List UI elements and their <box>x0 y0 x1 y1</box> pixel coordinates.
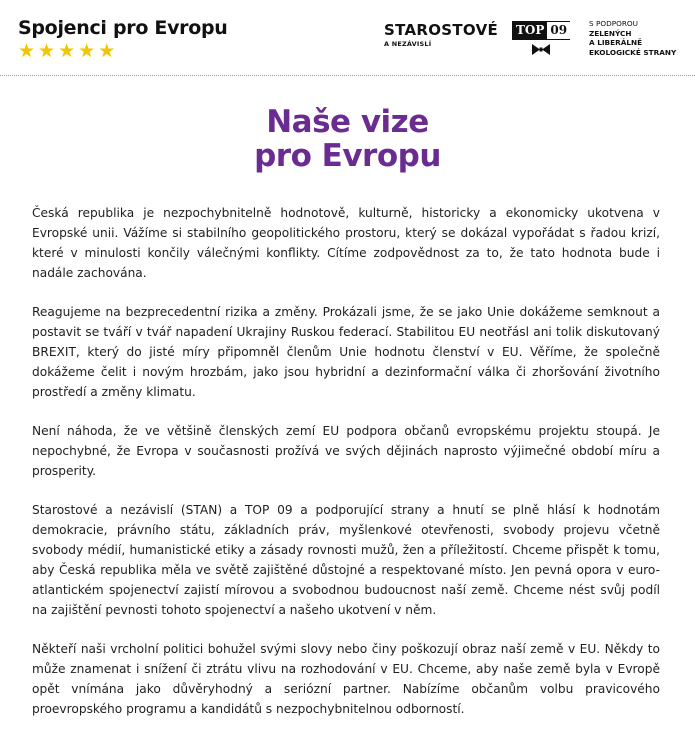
bowtie-icon <box>532 44 550 55</box>
body-text <box>32 203 660 738</box>
brand <box>18 16 228 61</box>
top09-logo-box <box>512 21 570 40</box>
top09-logo-number: 09 <box>547 22 570 39</box>
star-rating <box>18 41 228 61</box>
support-line: A LIBERÁLNĚ <box>589 38 643 47</box>
stan-logo <box>384 23 498 48</box>
page-title-line: Naše vize <box>266 104 429 140</box>
star-icon: ★ <box>38 40 56 62</box>
support-line: ZELENÝCH <box>589 28 632 38</box>
page-title <box>0 105 695 173</box>
support-line: EKOLOGICKÉ STRANY <box>589 47 677 57</box>
star-icon: ★ <box>18 40 36 62</box>
paragraph: Reagujeme na bezprecedentní rizika a změny. Prokázali jsme, že se jako Unie dokážeme semknout a postavit se tváří v tvář napadení Ukrajiny Ruskou federací. Stabilitou EU neotřásl ani tolik diskutovaný BREXIT, který do jisté míry připomněl členům Unie hodnotu členství v EU. Věříme, že společně dokážeme čelit i novým hrozbám, jako jsou hybridní a dezinformační válka či zhoršování životního prostředí a změny klimatu. <box>32 305 660 399</box>
stan-logo-name: STAROSTOVÉ <box>384 21 499 39</box>
paragraph: Někteří naši vrcholní politici bohužel svými slovy nebo činy poškozují obraz naší země v EU. Někdy to může znamenat i snížení či ztrátu vlivu na rozhodování v EU. Chceme, aby naše země byla v Evropě opět vnímána jako důvěryhodný a seriózní partner. Nabízíme občanům volbu pravicového proevropského programu a kandidátů s nezpochybnitelnou odborností. <box>32 642 660 716</box>
star-icon: ★ <box>78 40 96 62</box>
star-icon: ★ <box>98 40 116 62</box>
paragraph: Není náhoda, že ve většině členských zemí EU podpora občanů evropskému projektu stoupá. Je nepochybné, že Evropa v současnosti prožívá ve svých dějinách naprosto výjimečné období míru a prosperity. <box>32 424 660 478</box>
page-title-line: pro Evropu <box>254 138 441 174</box>
paragraph: Česká republika je nezpochybnitelně hodnotově, kulturně, historicky a ekonomicky ukotvena v Evropské unii. Vážíme si stabilního geopolitického prostoru, který se dokázal vypořádat s řadou krizí, které v minulosti končily válečnými konflikty. Cítíme zodpovědnost za to, že tato hodnota bude i nadále zachována. <box>32 206 660 280</box>
support-line: S PODPOROU <box>589 19 639 28</box>
paragraph: Starostové a nezávislí (STAN) a TOP 09 a podporující strany a hnutí se plně hlásí k hodnotám demokracie, právního státu, základních práv, myšlenkové otevřenosti, svobody projevu včetně svobody médií, humanistické etiky a zásady rovnosti mužů, žen a příležitostí. Chceme přispět k tomu, aby Česká republika měla ve světě zajištěné důstojné a respektované místo. Jen pevná opora v euro-atlantickém spojenectví zajistí mírovou a svobodnou budoucnost naší země. Chceme nést svůj podíl na zajištění pevnosti tohoto spojenectví a našeho ukotvení v něm. <box>32 503 660 617</box>
brand-title: Spojenci pro Evropu <box>18 17 228 39</box>
page-header <box>0 0 695 76</box>
top09-logo-top: TOP <box>513 22 547 39</box>
top09-logo <box>512 21 570 55</box>
stan-logo-sub: A NEZÁVISLÍ <box>384 40 432 48</box>
support-note <box>589 19 689 57</box>
star-icon: ★ <box>58 40 76 62</box>
